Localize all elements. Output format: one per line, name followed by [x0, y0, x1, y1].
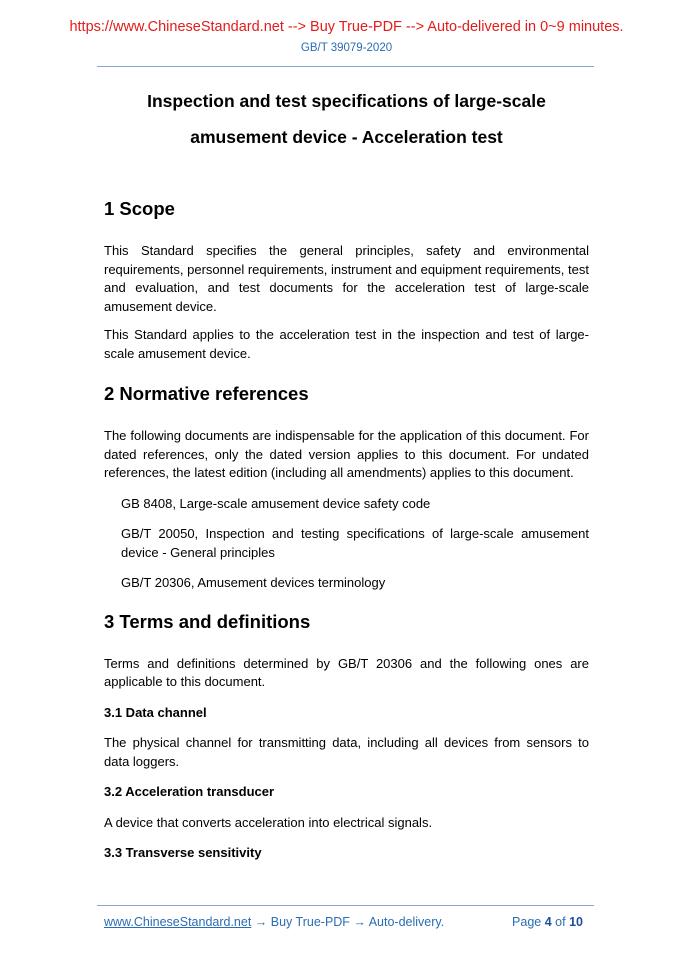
- footer-website-link[interactable]: www.ChineseStandard.net: [104, 915, 252, 929]
- term-title: 3.3 Transverse sensitivity: [104, 845, 262, 860]
- section-heading-scope: 1 Scope: [104, 198, 175, 219]
- reference-item: GB/T 20306, Amusement devices terminology: [121, 575, 386, 590]
- term-title: 3.1 Data channel: [104, 704, 207, 720]
- header-divider: [97, 66, 594, 67]
- page-indicator: [512, 915, 583, 929]
- banner-link[interactable]: https://www.ChineseStandard.net --> Buy True-PDF --> Auto-delivered in 0~9 minutes.: [69, 19, 624, 35]
- standard-number: GB/T 39079-2020: [300, 42, 393, 54]
- section-heading-normative: 2 Normative references: [104, 383, 309, 404]
- scope-paragraph-1: This Standard specifies the general principles, safety and environmental requirements, personnel requirements, instrument and equipment requirements, test and evaluation, and test documents for the acceleration test of large-scale amusement device.: [104, 243, 589, 314]
- footer-divider: [97, 905, 594, 906]
- page-label: Page: [512, 915, 542, 929]
- page-total: 10: [569, 915, 583, 929]
- page-current: 4: [544, 915, 552, 929]
- section-heading-terms: 3 Terms and definitions: [104, 610, 311, 632]
- normative-intro: The following documents are indispensable for the application of this document. For dated references, only the dated version applies to this document. For undated references, the latest edition (including all amendments) applies to this document.: [104, 428, 589, 480]
- page-of: of: [555, 915, 566, 929]
- footer-tagline: → Buy True-PDF → Auto-delivery.: [251, 915, 445, 929]
- document-title-line-2: amusement device - Acceleration test: [190, 127, 503, 147]
- reference-item: GB 8408, Large-scale amusement device safety code: [121, 495, 431, 511]
- scope-paragraph-2: This Standard applies to the acceleration test in the inspection and test of large-scale amusement device.: [104, 327, 589, 361]
- terms-intro: Terms and definitions determined by GB/T 20306 and the following ones are applicable to this document.: [104, 655, 589, 689]
- footer-note: [104, 915, 444, 929]
- reference-item: GB/T 20050, Inspection and testing specifications of large-scale amusement device - General principles: [121, 526, 589, 560]
- document-title-line-1: Inspection and test specifications of large-scale: [147, 91, 546, 111]
- term-definition: The physical channel for transmitting data, including all devices from sensors to data loggers.: [104, 735, 589, 769]
- term-definition: A device that converts acceleration into electrical signals.: [104, 814, 433, 830]
- term-title: 3.2 Acceleration transducer: [104, 784, 275, 799]
- document-body: [104, 198, 589, 863]
